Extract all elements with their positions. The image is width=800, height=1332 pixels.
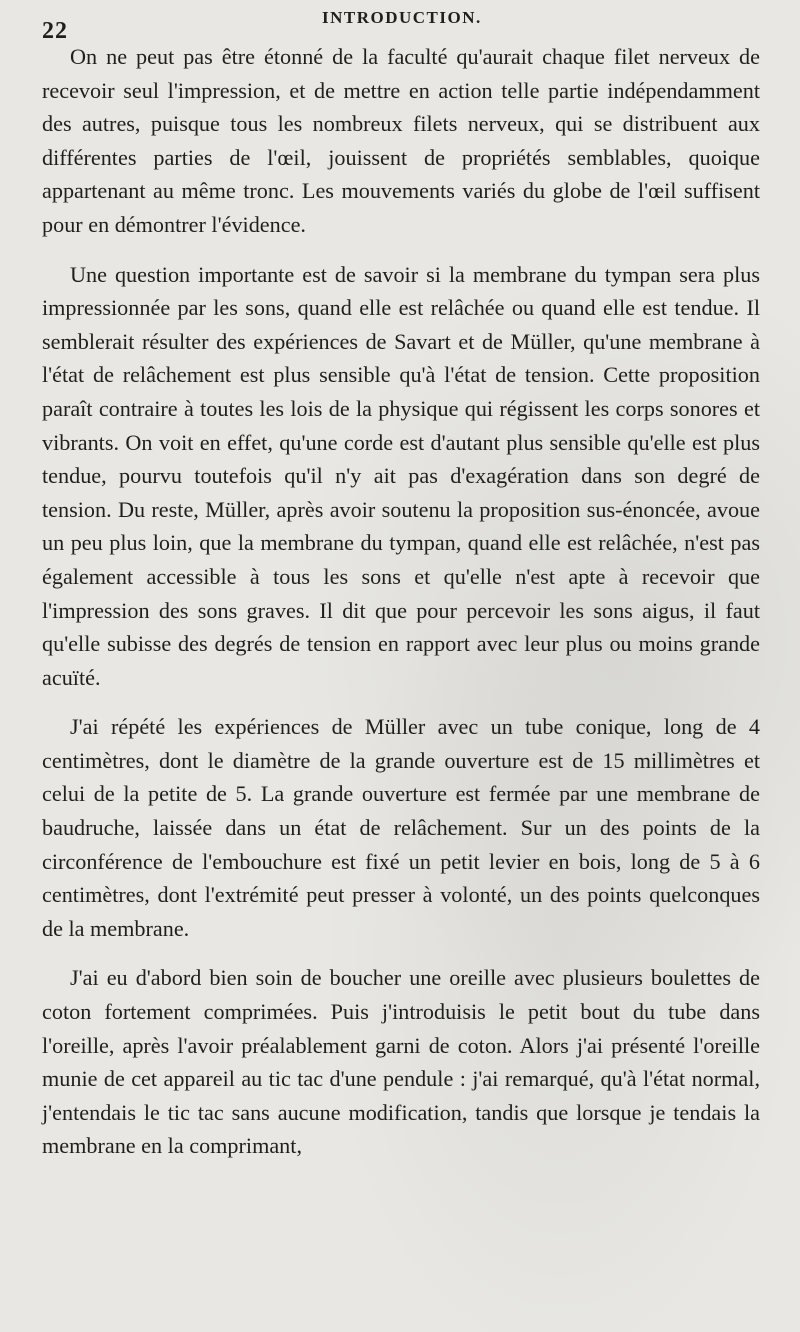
page-number: 22 [42, 18, 68, 44]
paragraph-3: J'ai répété les expériences de Müller avec un tube conique, long de 4 centimètres, dont le diamètre de la grande ouverture est de 15 millimètres et celui de la petite de 5. La grande ouverture est fermée par une membrane de baudruche, laissée dans un état de relâchement. Sur un des points de la circonférence de l'embouchure est fixé un petit levier en bois, long de 5 à 6 centimètres, dont l'extrémité peut presser à volonté, un des points quelconques de la membrane. [42, 714, 760, 941]
paragraph-1: On ne peut pas être étonné de la faculté qu'aurait chaque filet nerveux de recevoir seul l'impression, et de mettre en action telle partie indépendamment des autres, puisque tous les nombreux filets nerveux, qui se distribuent aux différentes parties de l'œil, jouissent de propriétés semblables, quoique appartenant au même tronc. Les mouvements variés du globe de l'œil suffisent pour en démontrer l'évidence. [42, 44, 760, 237]
page-body [42, 40, 760, 1179]
running-head: INTRODUCTION. [322, 8, 482, 27]
paragraph-2: Une question importante est de savoir si la membrane du tympan sera plus impressionnée par les sons, quand elle est relâchée ou quand elle est tendue. Il semblerait résulter des expériences de Savart et de Müller, qu'une membrane à l'état de relâchement est plus sensible qu'à l'état de tension. Cette proposition paraît contraire à toutes les lois de la physique qui régissent les corps sonores et vibrants. On voit en effet, qu'une corde est d'autant plus sensible qu'elle est plus tendue, pourvu toutefois qu'il n'y ait pas d'exagération dans son degré de tension. Du reste, Müller, après avoir soutenu la proposition sus-énoncée, avoue un peu plus loin, que la membrane du tympan, quand elle est relâchée, n'est pas également accessible à tous les sons et qu'elle n'est apte à recevoir que l'impression des sons graves. Il dit que pour percevoir les sons aigus, il faut qu'elle subisse des degrés de tension en rapport avec leur plus ou moins grande acuïté. [42, 261, 760, 690]
paragraph-4: J'ai eu d'abord bien soin de boucher une oreille avec plusieurs boulettes de coton fortement comprimées. Puis j'introduisis le petit bout du tube dans l'oreille, après l'avoir préalablement garni de coton. Alors j'ai présenté l'oreille munie de cet appareil au tic tac d'une pendule : j'ai remarqué, qu'à l'état normal, j'entendais le tic tac sans aucune modification, tandis que lorsque je tendais la membrane en la comprimant, [42, 965, 760, 1159]
